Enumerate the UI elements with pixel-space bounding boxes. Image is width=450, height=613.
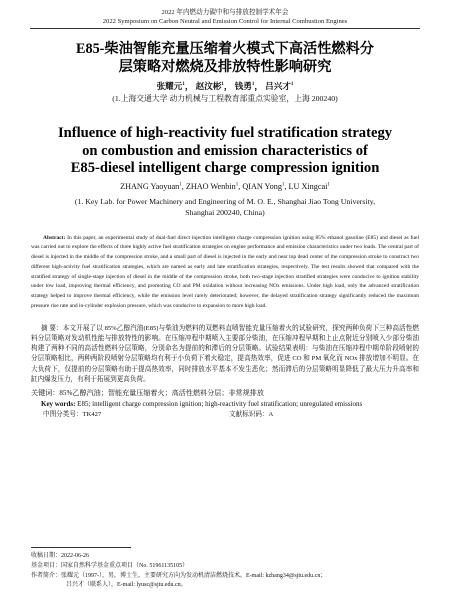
classification-line — [31, 410, 419, 420]
chinese-title-line-1: E85-柴油智能充量压缩着火模式下高活性燃料分 — [76, 41, 374, 57]
author-cn-2: 赵汶彬 — [195, 81, 222, 91]
running-header-en: 2022 Symposium on Carbon Neutral and Emission Control for Internal Combustion Engines — [102, 18, 348, 25]
author-en-1: ZHANG Yaoyuan — [120, 181, 180, 191]
abstract-text: In this paper, an experimental study of dual-fuel direct injection intelligent charge compression ignition using 85% ethanol gasoline (E85) and diesel as fuel was carried out to explore the effects of three highly active fuel stratification strategies on engine performance and emission characteristics under two loads. The central part of diesel is injected in the middle of the compression stroke, and a small part of diesel is injected in the early and near top dead center of the compression stroke to construct two different high-activity fuel stratification strategies, which are named as early and late stratification strategies, respectively. The test results showed that compared with the stratified strategy of single-stage injection of diesel in the middle of the compression stroke, both two-stage injection stratified strategies were conducive to ignition stability under low load, improving thermal efficiency, and promoting CO and PM oxidation without increasing NOx emissions. Under high load, only the advanced stratification strategy helped to improve thermal efficiency, while the emission level rarely deteriorated; however, the delayed stratification strategy significantly reduced the maximum pressure rise rate and in-cylinder explosion pressure, which was conducive to expansion to more high load. — [31, 234, 420, 310]
footnote-fund: 基金项目：国家自然科学基金重点项目（No. 51961135105） — [31, 563, 189, 569]
author-en-3: QIAN Yong — [242, 181, 282, 191]
author-cn-4: 吕兴才 — [265, 81, 291, 91]
english-title-line-3: E85-diesel intelligent charge compression ignition — [70, 160, 380, 176]
footnote-author-info: 作者简介：张耀元（1997-），男，博士生，主要研究方向为发动机清洁燃烧技术。E-mail: kzhang34@sjtu.edu.cn； — [31, 573, 327, 579]
english-affiliation-line-2: Shanghai 200240, China) — [185, 207, 265, 217]
author-cn-1-sup: 1 — [182, 82, 185, 88]
zhaiyao-text: 本文开展了以 85%乙醇汽油(E85)与柴油为燃料的双燃料直喷智能充量压缩着火的试验研究，探究两种负荷下三种高活性燃料分层策略对发动机性能与排放特性的影响。在压缩冲程中期喷入主要部分柴油，在压缩冲程早期和上止点附近分别喷入少部分柴油构建了两种不同的高活性燃料分层策略，分别命名为提前的和滞后的分层策略。试验结果表明：与柴油在压缩冲程中期单阶段喷射的分层策略相比，两种两阶段喷射分层策略均有利于小负荷下着火稳定，提高热效率，促进 CO 和 PM 氧化而 NOx 排放增加不明显。在大负荷下，仅提前的分层策略有助于提高热效率，同时排放水平基本不发生恶化；然而滞后的分层策略明显降低了最大压力升高率和缸内爆发压力，有利于拓展到更高负荷。 — [31, 324, 419, 383]
author-en-2-sup: 1 — [235, 181, 239, 187]
chinese-affiliation: (1.上海交通大学 动力机械与工程教育部重点实验室，上海 200240) — [112, 94, 338, 103]
author-en-3-sup: 1 — [281, 181, 285, 187]
chinese-title-line-2: 层策略对燃烧及排放特性影响研究 — [118, 59, 332, 75]
english-affiliation-line-1: (1. Key Lab. for Power Machinery and Engineering of M. O. E., Shanghai Jiao Tong University, — [74, 196, 376, 206]
header-rule — [30, 28, 420, 29]
english-keywords — [31, 400, 419, 410]
document-code: 文献标识码：A — [229, 410, 274, 418]
author-cn-1: 张耀元 — [156, 81, 183, 91]
english-title-line-1: Influence of high-reactivity fuel stratification strategy — [57, 125, 393, 141]
abstract-label: Abstract: — [43, 234, 66, 241]
clc-number: 中图分类号：TK427 — [43, 410, 102, 418]
keywords-cn-text: 85%乙醇汽油；智能充量压缩着火；高活性燃料分层；非常规排放 — [59, 389, 264, 398]
footnote-received: 收稿日期：2022-06-26 — [31, 553, 89, 559]
footnote-contact: 吕兴才（联系人），E-mail: lyusc@sjtu.edu.cn。 — [66, 582, 187, 588]
english-title-line-2: on combustion and emission characteristics of — [82, 142, 368, 159]
author-cn-4-sup: 1 — [290, 82, 294, 88]
footnote-rule — [31, 547, 131, 548]
chinese-keywords — [31, 388, 419, 398]
running-header-cn: 2022 年内燃动力碳中和与排放控制学术年会 — [161, 9, 289, 16]
author-cn-2-sup: 1 — [221, 82, 224, 88]
author-en-4-sup: 1 — [327, 181, 330, 187]
author-en-2: ZHAO Wenbin — [185, 181, 236, 191]
keywords-en-label: Key words: — [41, 400, 76, 409]
english-authors: ZHANG Yaoyuan$^1$, ZHAO Wenbin$^1$, QIAN Yong$^1$, LU Xingcai$^1$ — [120, 181, 330, 191]
author-en-1-sup: 1 — [179, 181, 182, 187]
english-affiliation — [0, 196, 450, 218]
keywords-cn-label: 关键词： — [31, 389, 60, 398]
chinese-abstract — [31, 324, 419, 385]
english-abstract — [31, 234, 419, 312]
author-en-4: LU Xingcai — [288, 181, 328, 191]
zhaiyao-label: 摘 要： — [41, 324, 63, 332]
english-title — [0, 125, 450, 178]
author-cn-3: 钱勇 — [234, 81, 252, 91]
keywords-en-text: E85; intelligent charge compression ignition; high-reactivity fuel stratification; unregulated emissions — [77, 400, 363, 409]
author-cn-3-sup: 1 — [251, 82, 255, 88]
chinese-title — [0, 40, 450, 76]
chinese-authors: 张耀元$^1$， 赵汶彬$^1$， 钱勇$^1$， 吕兴才$^1$ — [156, 81, 294, 91]
